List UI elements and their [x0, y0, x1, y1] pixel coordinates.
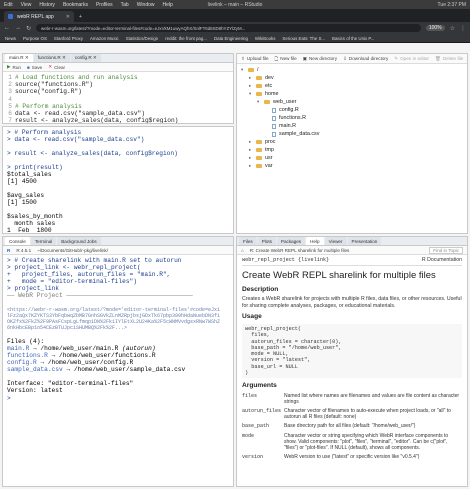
console-line	[7, 157, 229, 164]
webr-console-output[interactable]	[3, 127, 233, 234]
file-arrow: →	[29, 344, 41, 352]
new-file-icon: 🗋	[274, 55, 279, 61]
files-pane	[236, 53, 468, 234]
blank-line	[7, 331, 229, 338]
arg-description: Character vector of filenames to auto-execute when project loads, or "all" to autorun all R files (default: none)	[284, 407, 451, 420]
editor-tab-main-r[interactable]: main.R ✕	[5, 54, 33, 62]
editor-tab-config-r[interactable]: config.R ✕	[71, 54, 101, 62]
save-button-label: Save	[31, 64, 43, 70]
bookmark-item[interactable]: Serious Eats: The S...	[282, 35, 326, 41]
console-file-row	[7, 352, 229, 359]
line-number: 4	[8, 95, 12, 103]
share-url[interactable]: <https://webr-r-wasm.org/latest/?mode='editor-terminal-files'#code=eJx1lFz2aQx7KZYKTS3YbFqbwqZbMB7GnhSGVkZLnMZRpjbsjGDxTk67pbp399hHdaNuebDN3f1OKZfx%2FkZ%2F9PAsFCspLgLfmqp1DN%2Fk1IYlEtXL2U24Ka%2F5cWNMVvdgsxRNw7WShZ6nkHbcEBp1o54CEzBTUJpciSHUMBQ%2Fk%2F...>	[7, 306, 221, 331]
console-line: ── WebR Project ──────────────────────────────────	[7, 292, 193, 300]
code-line	[3, 117, 233, 124]
forward-arrow-icon[interactable]: →	[15, 25, 21, 31]
console-prompt[interactable]: >	[7, 394, 11, 402]
folder-icon	[256, 92, 262, 96]
chevron-down-icon[interactable]: ▾	[257, 99, 260, 104]
os-menu-edit[interactable]: Edit	[4, 1, 13, 8]
files-button-label: New file	[280, 56, 297, 61]
help-title: Create WebR REPL sharelink for multiple files	[242, 269, 436, 281]
console-line: > project_link	[7, 285, 59, 293]
bookmark-item[interactable]: Data Engineering	[213, 35, 248, 41]
file-name-link[interactable]: main.R	[7, 344, 30, 352]
arg-description: Base directory path for all files (default: "/home/web_user/")	[284, 422, 416, 429]
file-icon	[272, 108, 276, 113]
chevron-down-icon[interactable]: ▾	[241, 67, 244, 72]
os-menubar	[0, 0, 470, 9]
console-line	[7, 185, 229, 192]
tab-console[interactable]: Console	[5, 237, 30, 245]
editor-tab-functions-r[interactable]: functions.R ✕	[34, 54, 70, 62]
files-label: Files (4):	[7, 337, 45, 345]
os-menu-tab[interactable]: Tab	[120, 1, 129, 8]
help-topic: R: Create WebR REPL sharelink for multiple files	[249, 247, 350, 253]
version-label: Version:	[7, 387, 41, 395]
console-line	[7, 143, 229, 150]
file-path: /home/web_user/sample_data.csv	[73, 366, 186, 374]
working-directory: ~/Documents/GitHub/r-pkg/livelink/	[37, 247, 108, 253]
code-editor[interactable]	[3, 72, 233, 124]
file-row[interactable]	[241, 114, 463, 122]
folder-icon	[248, 68, 254, 72]
code-line	[3, 88, 233, 95]
files-button-label: New directory	[308, 56, 338, 61]
tree-item-label: proc	[265, 139, 276, 145]
address-bar-url: webr-r-wasm.org/latest/?mode=editor-terminal-files#code=eJxVkM1uwyAQhX/SnlFT6d8SD8hYZYlZyM...	[41, 25, 246, 31]
console-line: > print(result)	[7, 164, 63, 171]
editor-toolbar	[3, 63, 233, 72]
find-in-topic[interactable]: Find in Topic	[429, 247, 463, 254]
code-text: source("config.R")	[15, 88, 82, 96]
chevron-down-icon[interactable]: ▾	[249, 91, 252, 96]
files-button-label: Delete file	[442, 56, 464, 61]
bookmark-item[interactable]: Statistics/Design	[125, 35, 159, 41]
r-version: R 4.5.1	[16, 247, 32, 253]
console-line: > # Perform analysis	[7, 129, 82, 136]
window-title: livelink – main – RStudio	[207, 1, 263, 8]
line-number: 5	[8, 102, 12, 110]
browser-tab-label: webR REPL app	[17, 13, 54, 20]
address-bar[interactable]	[36, 24, 421, 32]
console-line: > data <- read.csv("sample_data.csv")	[7, 136, 145, 143]
console-file-row	[7, 345, 229, 352]
chevron-right-icon[interactable]: ▸	[249, 163, 252, 168]
arguments-heading: Arguments	[242, 382, 277, 390]
tab-presentation[interactable]: Presentation	[348, 237, 382, 245]
save-icon: ■	[26, 64, 30, 70]
help-pane	[236, 236, 468, 487]
chevron-right-icon[interactable]: ▸	[249, 147, 252, 152]
folder-row[interactable]	[241, 82, 463, 90]
folder-row[interactable]	[241, 154, 463, 162]
arguments-table	[242, 393, 462, 460]
folder-row[interactable]	[241, 74, 463, 82]
star-icon[interactable]: ☆	[449, 25, 455, 32]
save-button[interactable]	[27, 65, 42, 70]
interface-row	[7, 380, 229, 387]
code-text: # Perform analysis	[15, 102, 82, 110]
file-row[interactable]	[241, 106, 463, 114]
console-line: $total_sales	[7, 171, 52, 178]
console-file-row	[7, 366, 229, 373]
usage-heading: Usage	[242, 313, 262, 321]
file-row[interactable]	[241, 122, 463, 130]
tree-item-label: sample_data.csv	[279, 131, 320, 137]
folder-row[interactable]	[241, 66, 463, 74]
folder-icon	[256, 76, 262, 80]
console-line: [1] 4500	[7, 178, 37, 185]
console-line: 1 Feb 1800	[7, 227, 52, 234]
file-arrow: →	[36, 359, 48, 367]
console-line: $sales_by_month	[7, 213, 63, 220]
editor-tabs	[3, 54, 233, 63]
folder-row[interactable]	[241, 90, 463, 98]
code-text: result <- analyze_sales(data, config$region)	[15, 117, 179, 124]
console-toolbar	[3, 246, 233, 255]
browser-tab[interactable]	[4, 11, 74, 22]
file-row[interactable]	[241, 130, 463, 138]
line-number: 7	[8, 117, 12, 124]
tree-item-label: var	[265, 163, 273, 169]
folder-row[interactable]	[241, 98, 463, 106]
folder-icon	[256, 140, 262, 144]
tree-item-label: dev	[265, 75, 274, 81]
help-doc-label: R Documentation	[421, 257, 462, 263]
arg-name: mode	[242, 432, 255, 439]
chevron-right-icon[interactable]: ▸	[249, 75, 252, 80]
blank-line	[7, 300, 229, 307]
line-number: 6	[8, 110, 12, 118]
tree-item-label: main.R	[279, 123, 297, 129]
folder-row[interactable]	[241, 162, 463, 170]
bookmarks-bar	[0, 34, 470, 43]
upload-icon: ⇪	[241, 55, 245, 61]
console-line	[7, 206, 229, 213]
code-text: data <- read.csv("sample_data.csv")	[15, 110, 145, 118]
play-icon: ▶	[7, 64, 11, 69]
blank-line	[7, 373, 229, 380]
tab-plots[interactable]: Plots	[258, 237, 276, 245]
code-text: source("functions.R")	[15, 81, 93, 89]
clear-icon: ✕	[48, 64, 53, 69]
folder-row[interactable]	[241, 146, 463, 154]
files-button-label: Download directory	[348, 56, 389, 61]
line-number: 3	[8, 88, 12, 96]
rstudio-console-pane	[2, 236, 234, 487]
bookmark-item[interactable]: WikiBooks	[254, 35, 276, 41]
tab-background-jobs[interactable]: Background Jobs	[57, 237, 101, 245]
tab-files[interactable]: Files	[239, 237, 257, 245]
files-button-label: Open in editor	[400, 56, 429, 61]
bookmark-item[interactable]: Stanford Proxy	[53, 35, 83, 41]
arg-name: base_path	[242, 422, 270, 429]
os-menu-view[interactable]: View	[20, 1, 32, 8]
tree-item-label: web_user	[273, 99, 297, 105]
editor-pane	[2, 53, 234, 124]
tree-item-label: tmp	[265, 147, 274, 153]
file-icon	[272, 124, 276, 129]
browser-tabstrip	[0, 9, 470, 22]
version-row	[7, 387, 229, 394]
r-logo-icon: R	[7, 247, 11, 253]
open-editor-icon: ✎	[394, 55, 399, 61]
zoom-badge[interactable]: 100%	[426, 25, 445, 31]
console-file-row	[7, 359, 229, 366]
browser-toolbar	[0, 22, 470, 34]
tree-item-label: /	[257, 67, 259, 73]
os-menu-history[interactable]: History	[39, 1, 55, 8]
bookmark-item[interactable]: News	[5, 35, 16, 41]
webr-console-pane	[2, 126, 234, 234]
tree-item-label: usr	[265, 155, 273, 161]
help-toolbar	[237, 246, 467, 255]
files-open-in-editor-button[interactable]	[394, 56, 429, 62]
files-button-label: Upload file	[246, 56, 269, 61]
folder-icon	[256, 148, 262, 152]
console-line: > result <- analyze_sales(data, config$region)	[7, 150, 178, 157]
files-new-directory-button[interactable]	[303, 56, 337, 62]
files-delete-file-button[interactable]	[435, 56, 463, 62]
home-icon[interactable]: ⌂	[241, 247, 244, 253]
description-text: Creates a WebR sharelink for projects with multiple R files, data files, or other resources. Useful for sharing complete analyses, packages, or educational materials.	[242, 296, 462, 309]
help-page-name: webr_repl_project {livelink}	[242, 257, 330, 263]
folder-icon	[256, 164, 262, 168]
file-name-link[interactable]: config.R	[7, 359, 37, 367]
file-path: /home/web_user/config.R	[47, 359, 134, 367]
file-path: /home/web_user/main.R	[40, 344, 119, 352]
arg-description: WebR version to use ("latest" or specific version like "v0.5.4")	[284, 453, 420, 460]
folder-icon	[264, 100, 270, 104]
new-tab-button[interactable]: +	[79, 13, 82, 20]
download-icon: ⇩	[343, 55, 347, 61]
interface-label: Interface:	[7, 380, 48, 388]
console-line: month sales	[7, 220, 56, 227]
tree-item-label: etc	[265, 83, 273, 89]
chevron-right-icon[interactable]: ▸	[249, 139, 252, 144]
code-line	[3, 96, 233, 103]
file-icon	[272, 116, 276, 121]
os-menu-profiles[interactable]: Profiles	[95, 1, 113, 8]
code-line	[3, 103, 233, 110]
files-new-file-button[interactable]	[275, 55, 297, 63]
new-folder-icon: ▣	[302, 55, 307, 61]
arg-name: version	[242, 453, 264, 460]
folder-row[interactable]	[241, 138, 463, 146]
file-arrow: →	[47, 351, 59, 359]
menu-dots-icon[interactable]: ⋮	[460, 25, 466, 32]
file-icon	[272, 132, 276, 137]
file-name-link[interactable]: functions.R	[7, 351, 48, 359]
arg-name: files	[242, 392, 258, 399]
line-number: 2	[8, 81, 12, 89]
clear-button-label: Clear	[54, 64, 66, 70]
files-download-directory-button[interactable]	[343, 56, 388, 62]
os-menu-window[interactable]: Window	[136, 1, 155, 8]
console-line: + project_files, autorun_files = "main.R",	[7, 271, 171, 279]
bookmark-item[interactable]: reddit: the front pag...	[165, 35, 207, 41]
run-button[interactable]	[7, 64, 21, 70]
os-clock: Tue 2:37 PM	[437, 1, 466, 8]
console-line: $avg_sales	[7, 192, 45, 199]
back-arrow-icon[interactable]: ←	[4, 25, 10, 31]
rstudio-window	[0, 43, 470, 489]
version-value: latest	[40, 387, 63, 395]
os-menu-bookmarks[interactable]: Bookmarks	[62, 1, 88, 8]
description-heading: Description	[242, 285, 279, 293]
tree-item-label: functions.R	[279, 115, 306, 121]
files-toolbar	[237, 54, 467, 64]
code-text: # Load functions and run analysis	[15, 74, 138, 81]
chevron-right-icon[interactable]: ▸	[249, 83, 252, 88]
arg-name: autorun_files	[242, 407, 282, 414]
code-line	[3, 81, 233, 88]
interface-value: "editor-terminal-files"	[47, 380, 134, 388]
tab-packages[interactable]: Packages	[277, 237, 305, 245]
arg-description: Named list where names are filenames and values are file content as character strings	[284, 392, 460, 405]
webr-favicon-icon	[8, 14, 13, 19]
run-button-label: Run	[12, 64, 21, 70]
console-line: > project_link <- webr_repl_project(	[7, 264, 141, 272]
folder-icon	[256, 156, 262, 160]
console-line: > # Create sharelink with main.R set to autorun	[7, 257, 182, 264]
delete-icon: 🗑	[434, 55, 441, 61]
autorun-note: (autorun)	[118, 344, 156, 352]
arg-description: Character vector or string specifying which WebR interface components to show. Valid components: "plot", "files", "terminal", "editor". Can be c("plot", "files") or "plot-files". If NULL (default), shows all components.	[284, 432, 449, 451]
close-tab-icon[interactable]: ✕	[65, 13, 70, 20]
file-path: /home/web_user/functions.R	[59, 351, 156, 359]
rstudio-console-output[interactable]	[3, 255, 233, 404]
file-name-link[interactable]: sample_data.csv	[7, 366, 63, 374]
help-content	[237, 255, 467, 462]
tab-viewer[interactable]: Viewer	[325, 237, 347, 245]
file-arrow: →	[62, 366, 74, 374]
files-upload-file-button[interactable]	[241, 56, 269, 62]
console-tabs	[3, 237, 233, 246]
line-number: 1	[8, 74, 12, 81]
os-menu-help[interactable]: Help	[162, 1, 173, 8]
code-line	[3, 110, 233, 117]
clear-button[interactable]	[48, 64, 65, 70]
console-line: [1] 1500	[7, 199, 37, 206]
bookmark-item[interactable]: Basics of the Unix P...	[332, 35, 375, 41]
console-line: + mode = "editor-terminal-files")	[7, 278, 137, 286]
os-menus	[4, 2, 173, 8]
bookmark-item[interactable]: Purpose OS	[22, 35, 47, 41]
tree-item-label: home	[265, 91, 279, 97]
help-header	[242, 257, 462, 266]
code-line	[3, 74, 233, 81]
tab-terminal[interactable]: Terminal	[31, 237, 56, 245]
usage-code: webr_repl_project( files, autorun_files = character(0), base_path = "/home/web_user", mode = NULL, version = "latest", base_url = NULL )	[242, 324, 462, 378]
tab-help[interactable]: Help	[306, 237, 323, 245]
bookmark-item[interactable]: Amazon Music	[89, 35, 119, 41]
reload-icon[interactable]: ↻	[26, 25, 32, 32]
folder-icon	[256, 84, 262, 88]
chevron-right-icon[interactable]: ▸	[249, 155, 252, 160]
file-tree	[237, 64, 467, 172]
help-tabs	[237, 237, 467, 246]
tree-item-label: config.R	[279, 107, 299, 113]
